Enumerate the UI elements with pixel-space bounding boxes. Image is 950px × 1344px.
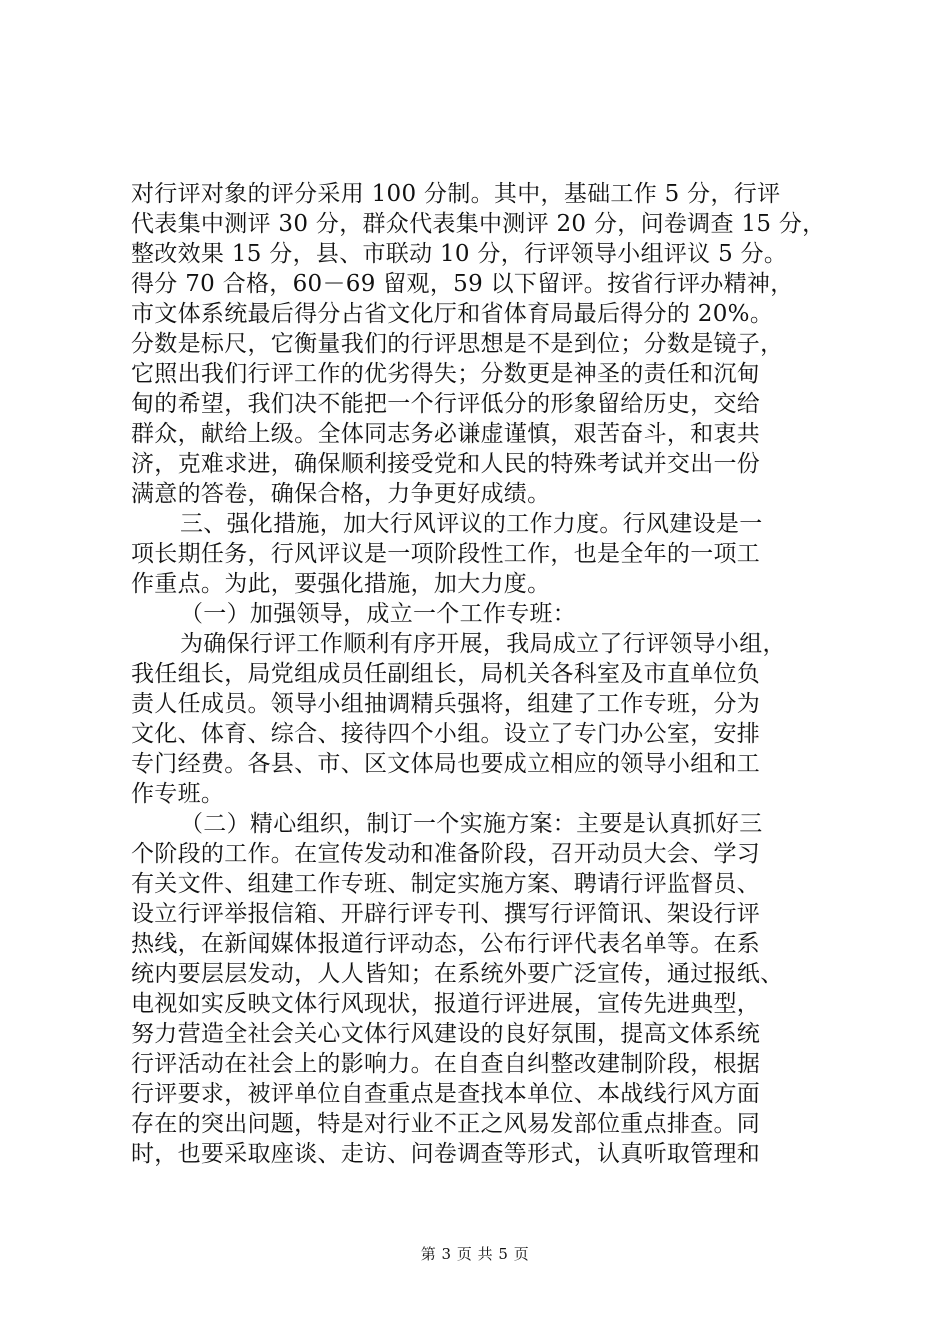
section-heading: 三、强化措施，加大行风评议的工作力度。行风建设是一 bbox=[180, 511, 763, 537]
subsection-heading: （二）精心组织，制订一个实施方案：主要是认真抓好三 bbox=[180, 811, 763, 837]
text-line: 满意的答卷，确保合格，力争更好成绩。 bbox=[131, 481, 551, 507]
text-line: 行评要求，被评单位自查重点是查找本单位、本战线行风方面 bbox=[131, 1081, 761, 1107]
text-line: 它照出我们行评工作的优劣得失；分数更是神圣的责任和沉甸 bbox=[131, 361, 761, 387]
text-line: 有关文件、组建工作专班、制定实施方案、聘请行评监督员、 bbox=[131, 871, 761, 897]
text-line: 统内要层层发动，人人皆知；在系统外要广泛宣传，通过报纸、 bbox=[131, 961, 784, 987]
text-line: 群众，献给上级。全体同志务必谦虚谨慎，艰苦奋斗，和衷共 bbox=[131, 421, 761, 447]
text-line: 责人任成员。领导小组抽调精兵强将，组建了工作专班，分为 bbox=[131, 691, 761, 717]
text-line: 电视如实反映文体行风现状，报道行评进展，宣传先进典型， bbox=[131, 991, 761, 1017]
text-line: 作专班。 bbox=[131, 781, 225, 807]
text-line: 对行评对象的评分采用 100 分制。其中，基础工作 5 分，行评 bbox=[131, 181, 781, 207]
text-line: 作重点。为此，要强化措施，加大力度。 bbox=[131, 571, 551, 597]
text-line: 代表集中测评 30 分，群众代表集中测评 20 分，问卷调查 15 分， bbox=[131, 211, 826, 237]
text-line: 文化、体育、综合、接待四个小组。设立了专门办公室，安排 bbox=[131, 721, 761, 747]
text-line: 时，也要采取座谈、走访、问卷调查等形式，认真听取管理和 bbox=[131, 1141, 761, 1167]
text-line: 存在的突出问题，特是对行业不正之风易发部位重点排查。同 bbox=[131, 1111, 761, 1137]
text-line: 个阶段的工作。在宣传发动和准备阶段，召开动员大会、学习 bbox=[131, 841, 761, 867]
text-line: 项长期任务，行风评议是一项阶段性工作，也是全年的一项工 bbox=[131, 541, 761, 567]
text-line: 得分 70 合格，60－69 留观，59 以下留评。按省行评办精神， bbox=[131, 271, 794, 297]
text-line: 甸的希望，我们决不能把一个行评低分的形象留给历史，交给 bbox=[131, 391, 761, 417]
text-line: 行评活动在社会上的影响力。在自查自纠整改建制阶段，根据 bbox=[131, 1051, 761, 1077]
text-line: 整改效果 15 分，县、市联动 10 分，行评领导小组评议 5 分。 bbox=[131, 241, 788, 267]
text-line: 济，克难求进，确保顺利接受党和人民的特殊考试并交出一份 bbox=[131, 451, 761, 477]
subsection-heading: （一）加强领导，成立一个工作专班： bbox=[180, 601, 577, 627]
text-line: 努力营造全社会关心文体行风建设的良好氛围，提高文体系统 bbox=[131, 1021, 761, 1047]
text-line: 市文体系统最后得分占省文化厅和省体育局最后得分的 20%。 bbox=[131, 301, 774, 327]
text-line: 专门经费。各县、市、区文体局也要成立相应的领导小组和工 bbox=[131, 751, 761, 777]
text-line: 设立行评举报信箱、开辟行评专刊、撰写行评简讯、架设行评 bbox=[131, 901, 761, 927]
text-line: 热线，在新闻媒体报道行评动态，公布行评代表名单等。在系 bbox=[131, 931, 761, 957]
page-number-footer: 第 3 页 共 5 页 bbox=[420, 1245, 530, 1263]
text-line: 分数是标尺，它衡量我们的行评思想是不是到位；分数是镜子， bbox=[131, 331, 784, 357]
text-line: 我任组长，局党组成员任副组长，局机关各科室及市直单位负 bbox=[131, 661, 761, 687]
text-line: 为确保行评工作顺利有序开展，我局成立了行评领导小组， bbox=[180, 631, 786, 657]
